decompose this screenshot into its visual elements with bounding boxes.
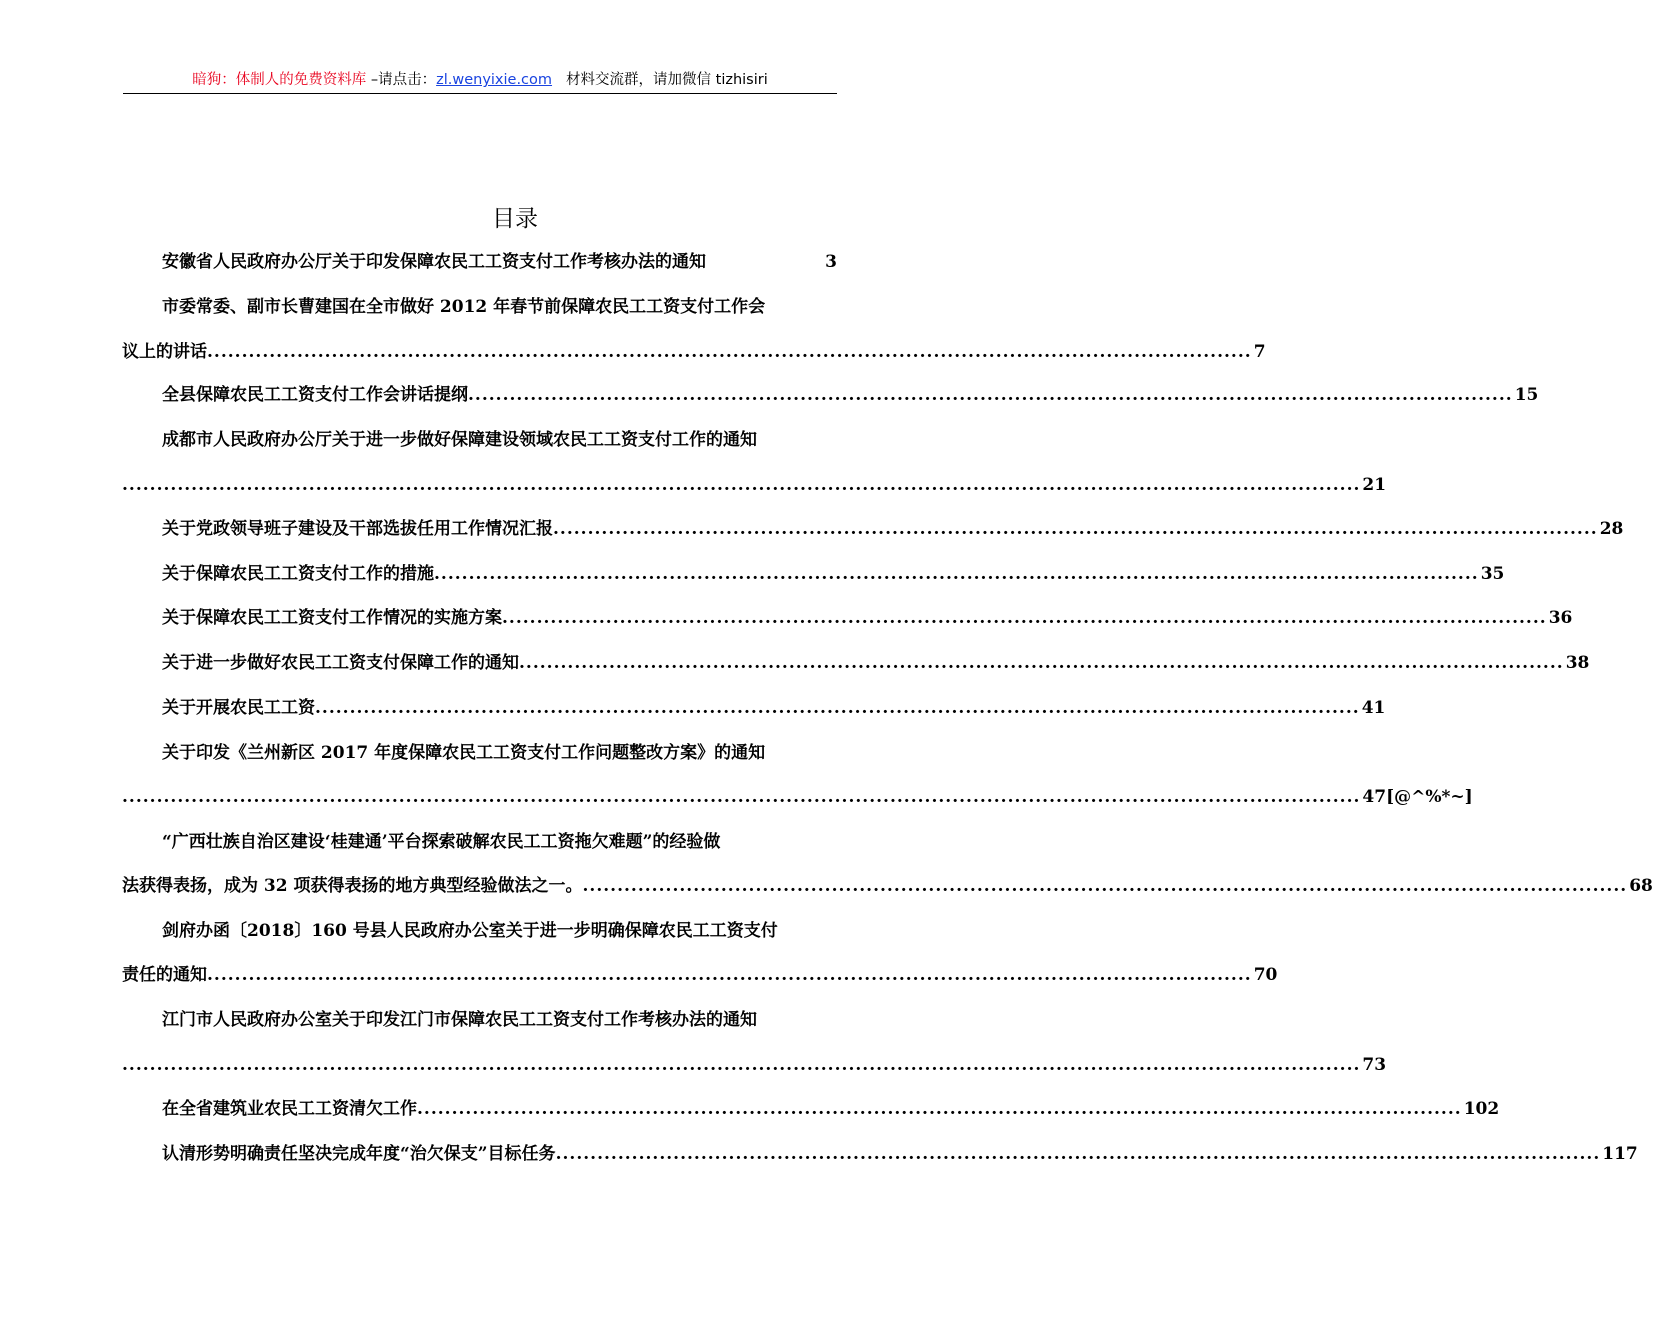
- toc-entry-page: 68: [1629, 876, 1653, 896]
- toc-entry-text: “广西壮族自治区建设‘桂建通’平台探索破解农民工工资拖欠难题”的经验做: [162, 832, 721, 852]
- toc-entry-page: 28: [1599, 519, 1624, 539]
- toc-entry-text: 法获得表扬，成为 32 项获得表扬的地方典型经验做法之一。: [122, 876, 583, 896]
- toc-entry-text: 议上的讲话: [122, 342, 207, 362]
- toc-entry-text: 关于开展农民工工资: [162, 698, 315, 718]
- toc-entry[interactable]: [122, 515, 1624, 543]
- toc-entry-text: 江门市人民政府办公室关于印发江门市保障农民工工资支付工作考核办法的通知: [162, 1010, 757, 1030]
- toc-entry[interactable]: [122, 649, 1590, 677]
- toc-leader-dots: .......................................................................................................................................................: [207, 342, 1252, 362]
- toc-entry-page: 21: [1362, 475, 1387, 495]
- toc-leader-dots: .......................................................................................................................................................: [315, 698, 1360, 718]
- toc-title: 目录: [492, 206, 538, 232]
- toc-entry[interactable]: [122, 828, 837, 856]
- toc-entry[interactable]: [122, 1095, 1500, 1123]
- toc-entry-text: 安徽省人民政府办公厅关于印发保障农民工工资支付工作考核办法的通知: [162, 252, 706, 272]
- toc-leader-dots: .......................................................................................................................................................: [519, 653, 1564, 673]
- toc-entry-page: 36: [1548, 608, 1573, 628]
- toc-entry[interactable]: [122, 426, 837, 454]
- toc-entry-continuation[interactable]: [122, 338, 1266, 366]
- toc-entry-text: 关于进一步做好农民工工资支付保障工作的通知: [162, 653, 519, 673]
- toc-leader-dots: ...................................................................................................................................................................................: [122, 1055, 1361, 1075]
- toc-entry-continuation[interactable]: [122, 961, 1278, 989]
- toc-entry-page: 117: [1602, 1144, 1638, 1164]
- toc-entry-continuation[interactable]: [122, 872, 1653, 900]
- toc-entry-text: 剑府办函〔2018〕160 号县人民政府办公室关于进一步明确保障农民工工资支付: [162, 921, 778, 941]
- toc-leader-dots: .......................................................................................................................................................: [582, 876, 1628, 896]
- toc-entry-page: 15: [1514, 385, 1539, 405]
- toc-entry-text: 关于党政领导班子建设及干部选拔任用工作情况汇报: [162, 519, 553, 539]
- toc-entry-page: 73: [1362, 1055, 1387, 1075]
- toc-entry-text: 认清形势明确责任坚决完成年度“治欠保支”目标任务: [162, 1144, 556, 1164]
- toc-entry-continuation[interactable]: [122, 1051, 1387, 1079]
- toc-leader-dots: .......................................................................................................................................................: [468, 385, 1513, 405]
- toc-entry-page: 7: [1253, 342, 1266, 362]
- toc-entry-continuation[interactable]: [122, 471, 1387, 499]
- toc-entry[interactable]: [122, 739, 837, 767]
- toc-entry-page: 102: [1463, 1099, 1500, 1119]
- toc-entry-page: 3: [825, 252, 837, 272]
- toc-entry[interactable]: [122, 293, 837, 321]
- toc-entry-text: 关于保障农民工工资支付工作情况的实施方案: [162, 608, 502, 628]
- toc-entry-continuation[interactable]: [122, 783, 1473, 811]
- toc-entry-text: 在全省建筑业农民工工资清欠工作: [162, 1099, 417, 1119]
- toc-entry-page: 47[@^%*~]: [1362, 787, 1473, 807]
- header-click-prompt: –请点击：: [366, 72, 437, 88]
- toc-entry[interactable]: [122, 1006, 837, 1034]
- toc-entry[interactable]: [122, 694, 1386, 722]
- toc-entry-text: 责任的通知: [122, 965, 207, 985]
- toc-entry[interactable]: [122, 560, 1505, 588]
- toc-entry-text: 成都市人民政府办公厅关于进一步做好保障建设领域农民工工资支付工作的通知: [162, 430, 757, 450]
- toc-entry[interactable]: [122, 1140, 1638, 1168]
- toc-entry-page: 38: [1565, 653, 1590, 673]
- toc-entry-page: 70: [1253, 965, 1278, 985]
- toc-entry-text: 全县保障农民工工资支付工作会讲话提纲: [162, 385, 468, 405]
- toc-entry-text: 市委常委、副市长曹建国在全市做好 2012 年春节前保障农民工工资支付工作会: [162, 297, 766, 317]
- toc-leader-dots: ...................................................................................................................................................................................: [122, 475, 1361, 495]
- header-brand: 暗狗：体制人的免费资料库: [192, 72, 367, 88]
- toc-leader-dots: ...................................................................................................................................................................................: [122, 787, 1361, 807]
- toc-leader-dots: .......................................................................................................................................................: [502, 608, 1547, 628]
- header-link[interactable]: zl.wenyixie.com: [436, 72, 553, 88]
- toc-leader-dots: .......................................................................................................................................................: [434, 564, 1479, 584]
- toc-leader-dots: .......................................................................................................................................................: [207, 965, 1252, 985]
- toc-entry-page: 41: [1361, 698, 1386, 718]
- toc-entry[interactable]: [122, 381, 1539, 409]
- toc-leader-dots: .......................................................................................................................................................: [553, 519, 1598, 539]
- toc-leader-dots: .......................................................................................................................................................: [555, 1144, 1601, 1164]
- toc-entry-page: 35: [1480, 564, 1505, 584]
- toc-entry[interactable]: [122, 248, 837, 276]
- header-contact: 材料交流群，请加微信 tizhisiri: [566, 72, 768, 88]
- toc-entry[interactable]: [122, 604, 1573, 632]
- toc-leader-dots: .......................................................................................................................................................: [417, 1099, 1462, 1119]
- toc-entry-text: 关于印发《兰州新区 2017 年度保障农民工工资支付工作问题整改方案》的通知: [162, 743, 766, 763]
- header-divider: [123, 93, 837, 94]
- page-header: [123, 68, 837, 89]
- toc-entry-text: 关于保障农民工工资支付工作的措施: [162, 564, 434, 584]
- toc-entry[interactable]: [122, 917, 837, 945]
